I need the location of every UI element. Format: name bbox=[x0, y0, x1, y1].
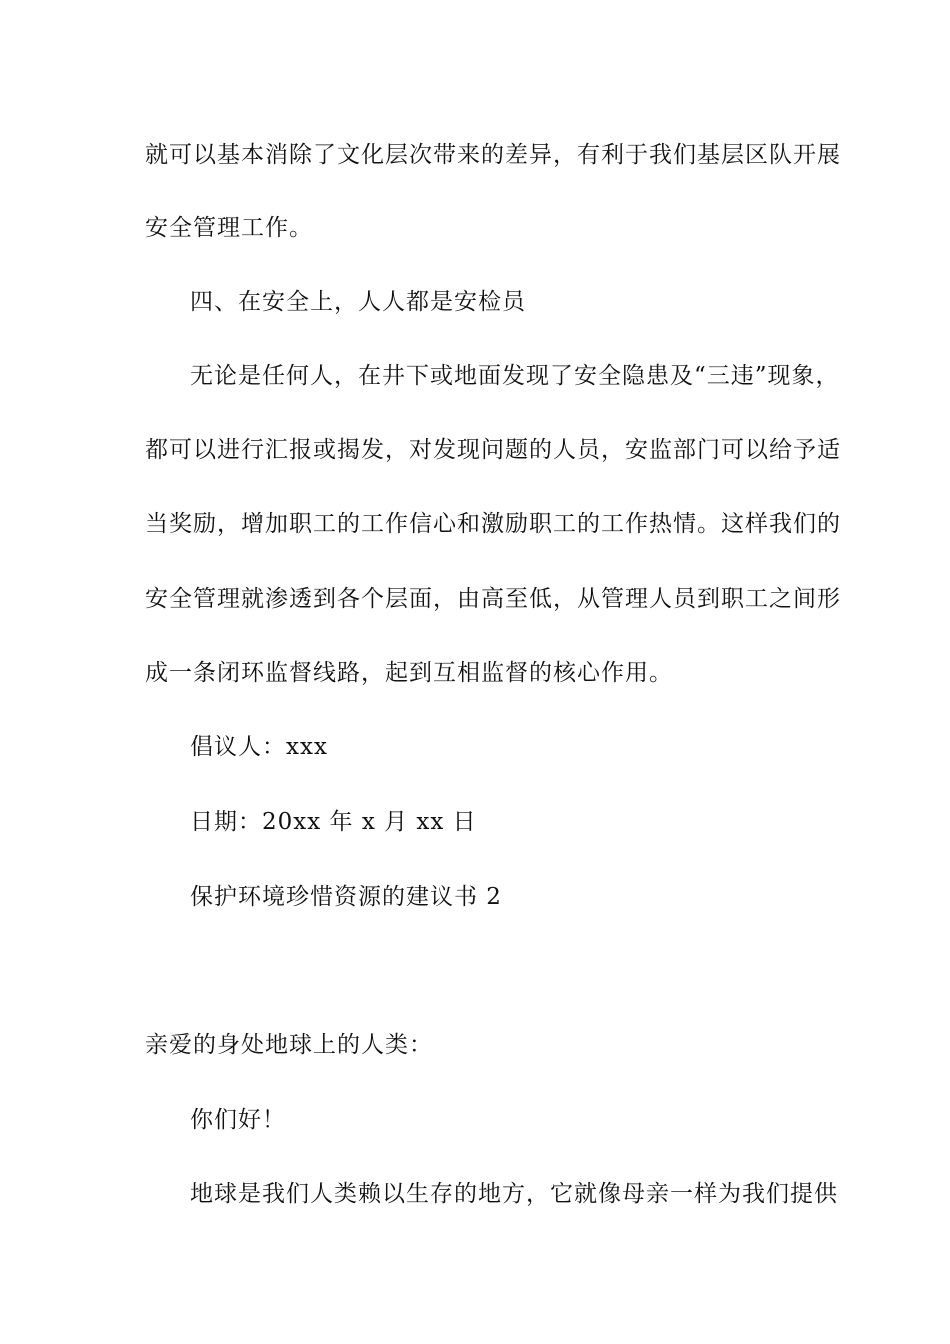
paragraph-line: 就可以基本消除了文化层次带来的差异，有利于我们基层区队开展 bbox=[145, 142, 841, 168]
date-line: 日期：20xx 年 x 月 xx 日 bbox=[190, 809, 477, 835]
paragraph-line: 安全管理工作。 bbox=[145, 215, 313, 241]
greeting: 你们好！ bbox=[190, 1107, 286, 1133]
paragraph-line: 成一条闭环监督线路，起到互相监督的核心作用。 bbox=[145, 660, 673, 686]
paragraph-line: 地球是我们人类赖以生存的地方，它就像母亲一样为我们提供 bbox=[190, 1181, 838, 1207]
salutation: 亲爱的身处地球上的人类： bbox=[145, 1032, 433, 1058]
section-heading: 四、在安全上，人人都是安检员 bbox=[190, 289, 526, 315]
proposer-line: 倡议人：xxx bbox=[190, 734, 328, 760]
paragraph-line: 都可以进行汇报或揭发，对发现问题的人员，安监部门可以给予适 bbox=[145, 437, 841, 463]
paragraph-line: 安全管理就渗透到各个层面，由高至低，从管理人员到职工之间形 bbox=[145, 586, 841, 612]
paragraph-line: 无论是任何人，在井下或地面发现了安全隐患及“三违”现象， bbox=[190, 363, 840, 389]
paragraph-line: 当奖励，增加职工的工作信心和激励职工的工作热情。这样我们的 bbox=[145, 511, 841, 537]
document-title: 保护环境珍惜资源的建议书 2 bbox=[190, 884, 502, 910]
